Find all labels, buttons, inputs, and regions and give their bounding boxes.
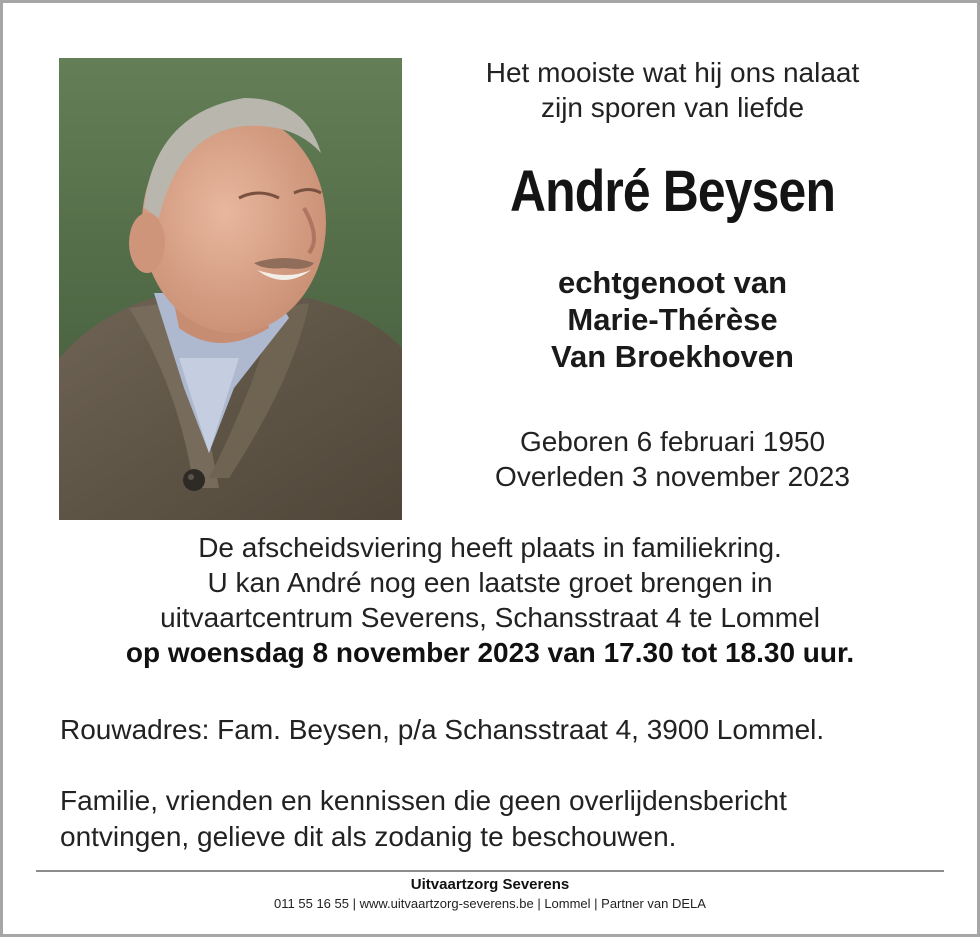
spouse-line-2: Marie-Thérèse: [567, 302, 778, 337]
ceremony-info: [0, 530, 980, 670]
notice-text: [60, 783, 787, 855]
portrait-illustration: [59, 58, 402, 520]
funeral-home-contact: 011 55 16 55 | www.uitvaartzorg-severens.be | Lommel | Partner van DELA: [274, 896, 706, 911]
spouse-block: [420, 264, 925, 375]
death-date: Overleden 3 november 2023: [495, 461, 850, 492]
spouse-line-3: Van Broekhoven: [551, 339, 794, 374]
ceremony-line-3: uitvaartcentrum Severens, Schansstraat 4 te Lommel: [160, 602, 820, 633]
birth-date: Geboren 6 februari 1950: [519, 426, 826, 457]
deceased-name: André Beysen: [509, 159, 836, 224]
quote-line-2: zijn sporen van liefde: [540, 92, 805, 123]
ceremony-date-time: op woensdag 8 november 2023 van 17.30 tot 18.30 uur.: [125, 637, 855, 668]
notice-line-1: Familie, vrienden en kennissen die geen overlijdensbericht: [60, 785, 787, 816]
quote-line-1: Het mooiste wat hij ons nalaat: [485, 57, 860, 88]
life-dates: [420, 424, 925, 494]
footer-divider: [36, 870, 944, 872]
mourning-address: Rouwadres: Fam. Beysen, p/a Schansstraat 4, 3900 Lommel.: [60, 714, 825, 745]
funeral-home-name: Uitvaartzorg Severens: [410, 876, 570, 893]
ceremony-line-1: De afscheidsviering heeft plaats in familiekring.: [198, 532, 782, 563]
ceremony-line-2: U kan André nog een laatste groet brengen in: [207, 567, 773, 598]
spouse-line-1: echtgenoot van: [557, 265, 788, 300]
memorial-quote: [420, 55, 925, 125]
notice-line-2: ontvingen, gelieve dit als zodanig te beschouwen.: [60, 821, 677, 852]
portrait-photo: [59, 58, 402, 520]
